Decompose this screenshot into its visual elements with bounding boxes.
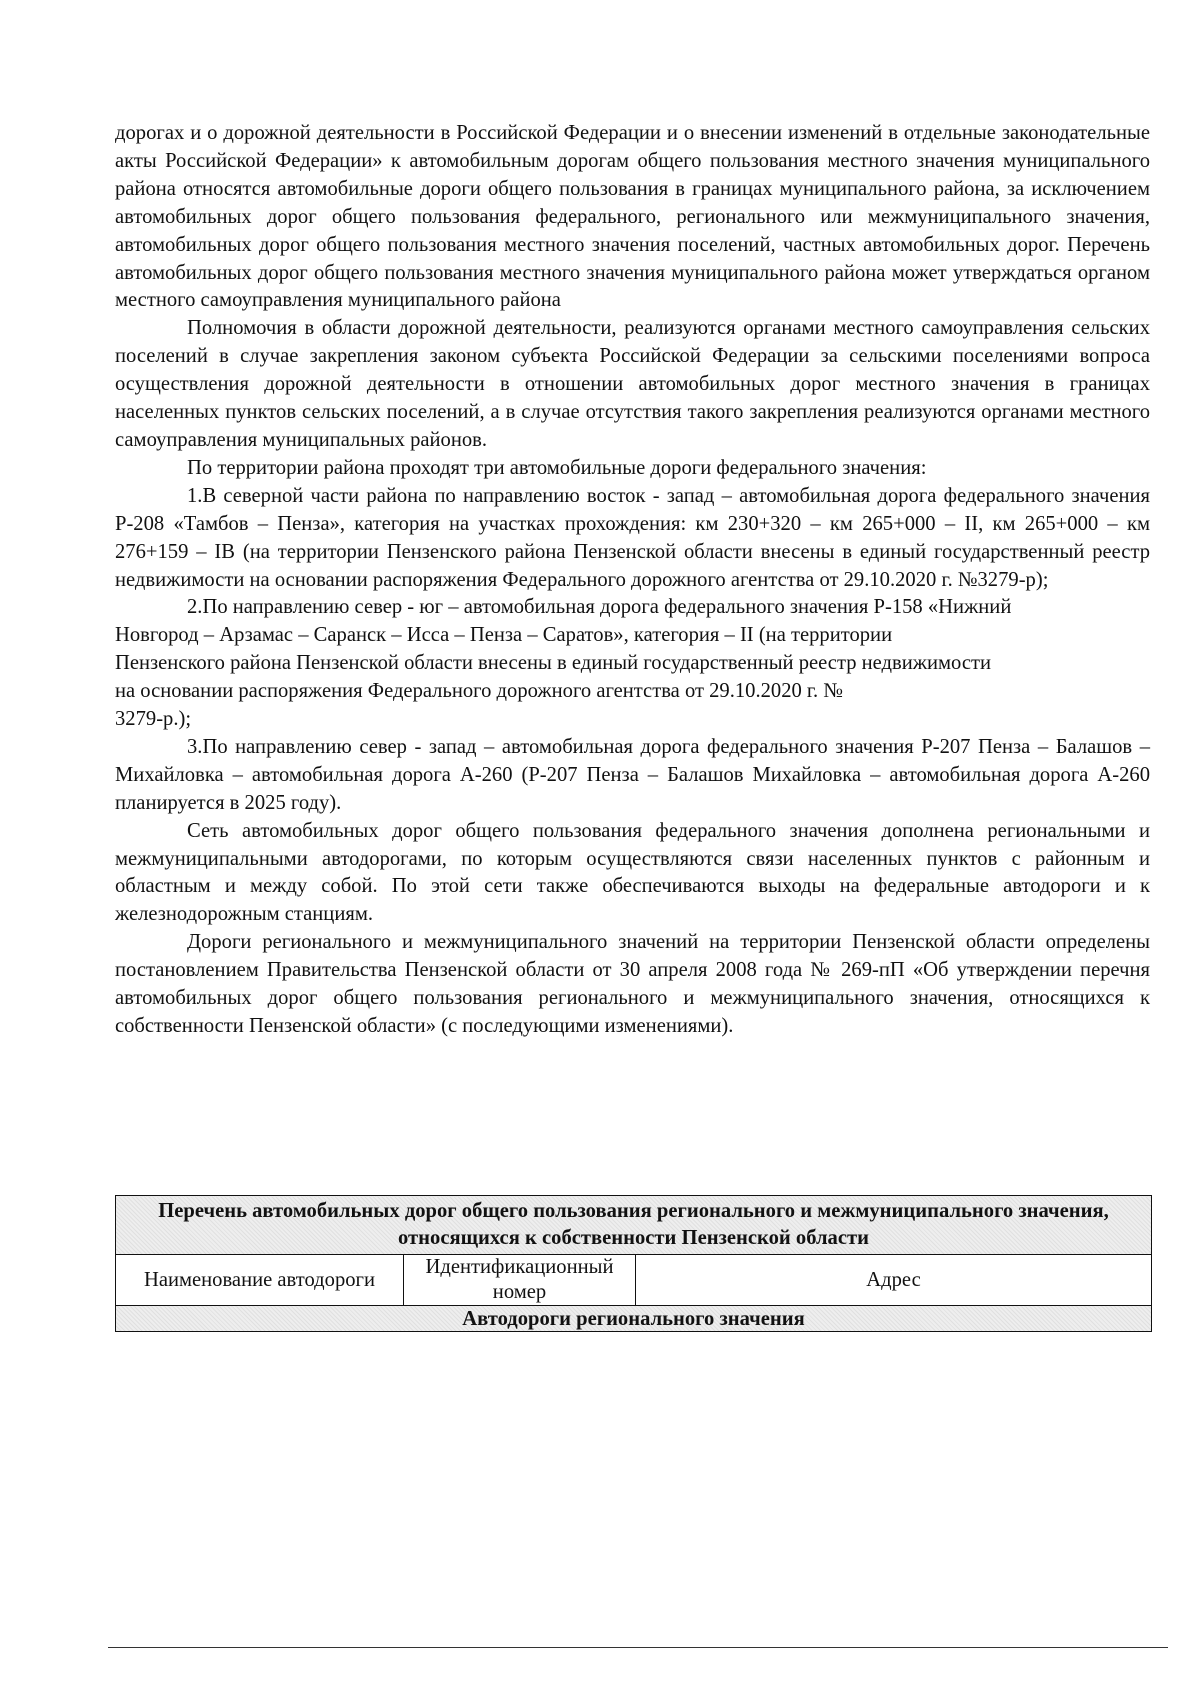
column-header-id-line1: Идентификационный — [425, 1256, 614, 1278]
paragraph-line: Новгород – Арзамас – Саранск – Исса – Пенза – Саратов», категория – II (на территории — [115, 624, 893, 647]
table-header-row — [116, 1255, 1152, 1306]
column-header-name: Наименование автодороги — [116, 1255, 404, 1306]
paragraph-regional-roads: Дороги регионального и межмуниципального значений на территории Пензенской области определены постановлением Правительства Пензенской области от 30 апреля 2008 года № 269-пП «Об утверждении перечня автомобильных дорог общего пользования регионального и межмуниципального значения, относящихся к собственности Пензенской области» (с последующими изменениями). — [115, 931, 1150, 1037]
table-section-heading: Автодороги регионального значения — [116, 1306, 1152, 1332]
table-section-row — [116, 1306, 1152, 1332]
roads-table — [115, 1195, 1152, 1332]
paragraph-federal-roads-intro: По территории района проходят три автомобильные дороги федерального значения: — [187, 456, 927, 479]
paragraph-line: 2.По направлению север - юг – автомобильная дорога федерального значения Р-158 «Нижний — [187, 596, 1012, 619]
paragraph-road-powers: Полномочия в области дорожной деятельности, реализуются органами местного самоуправления сельских поселений в случае закрепления законом субъекта Российской Федерации за сельскими поселениями вопроса осуществления дорожной деятельности в отношении автомобильных дорог местного значения в границах населенных пунктов сельских поселений, а в случае отсутствия такого закрепления реализуются органами местного самоуправления муниципальных районов. — [115, 317, 1150, 451]
column-header-id — [404, 1255, 636, 1306]
paragraph-line: Пензенского района Пензенской области внесены в единый государственный реестр недвижимости — [115, 652, 992, 675]
paragraph-road-r208: 1.В северной части района по направлению восток - запад – автомобильная дорога федерального значения Р-208 «Тамбов – Пенза», категория на участках прохождения: км 230+320 – км 265+000 – II, км 265+000 – км 276+159 – IВ (на территории Пензенского района Пензенской области внесены в единый государственный реестр недвижимости на основании распоряжения Федерального дорожного агентства от 29.10.2020 г. №3279-р); — [115, 484, 1150, 591]
table-title-row — [116, 1196, 1152, 1255]
paragraph-road-r158 — [115, 594, 1150, 734]
paragraph-line: 3279-р.); — [115, 708, 192, 731]
paragraph-road-classification: дорогах и о дорожной деятельности в Российской Федерации и о внесении изменений в отдельные законодательные акты Российской Федерации» к автомобильным дорогам общего пользования местного значения муниципального района относятся автомобильные дороги общего пользования в границах муниципального района, за исключением автомобильных дорог общего пользования федерального, регионального или межмуниципального значения, автомобильных дорог общего пользования местного значения поселений, частных автомобильных дорог. Перечень автомобильных дорог общего пользования местного значения муниципального района может утверждаться органом местного самоуправления муниципального района — [115, 122, 1150, 312]
column-header-address: Адрес — [636, 1255, 1152, 1306]
column-header-id-line2: номер — [492, 1281, 547, 1303]
table-title: Перечень автомобильных дорог общего пользования регионального и межмуниципального значения, относящихся к собственности Пензенской области — [116, 1196, 1152, 1255]
footer-divider — [108, 1647, 1168, 1648]
body-text — [115, 120, 1150, 1041]
paragraph-line: на основании распоряжения Федерального дорожного агентства от 29.10.2020 г. № — [115, 680, 843, 703]
paragraph-road-r207: 3.По направлению север - запад – автомобильная дорога федерального значения Р-207 Пенза – Балашов – Михайловка – автомобильная дорога А-260 (Р-207 Пенза – Балашов Михайловка – автомобильная дорога А-260 планируется в 2025 году). — [115, 735, 1150, 814]
paragraph-road-network: Сеть автомобильных дорог общего пользования федерального значения дополнена региональными и межмуниципальными автодорогами, по которым осуществляются связи населенных пунктов с районным и областным и между собой. По этой сети также обеспечиваются выходы на федеральные автодороги и к железнодорожным станциям. — [115, 819, 1150, 926]
